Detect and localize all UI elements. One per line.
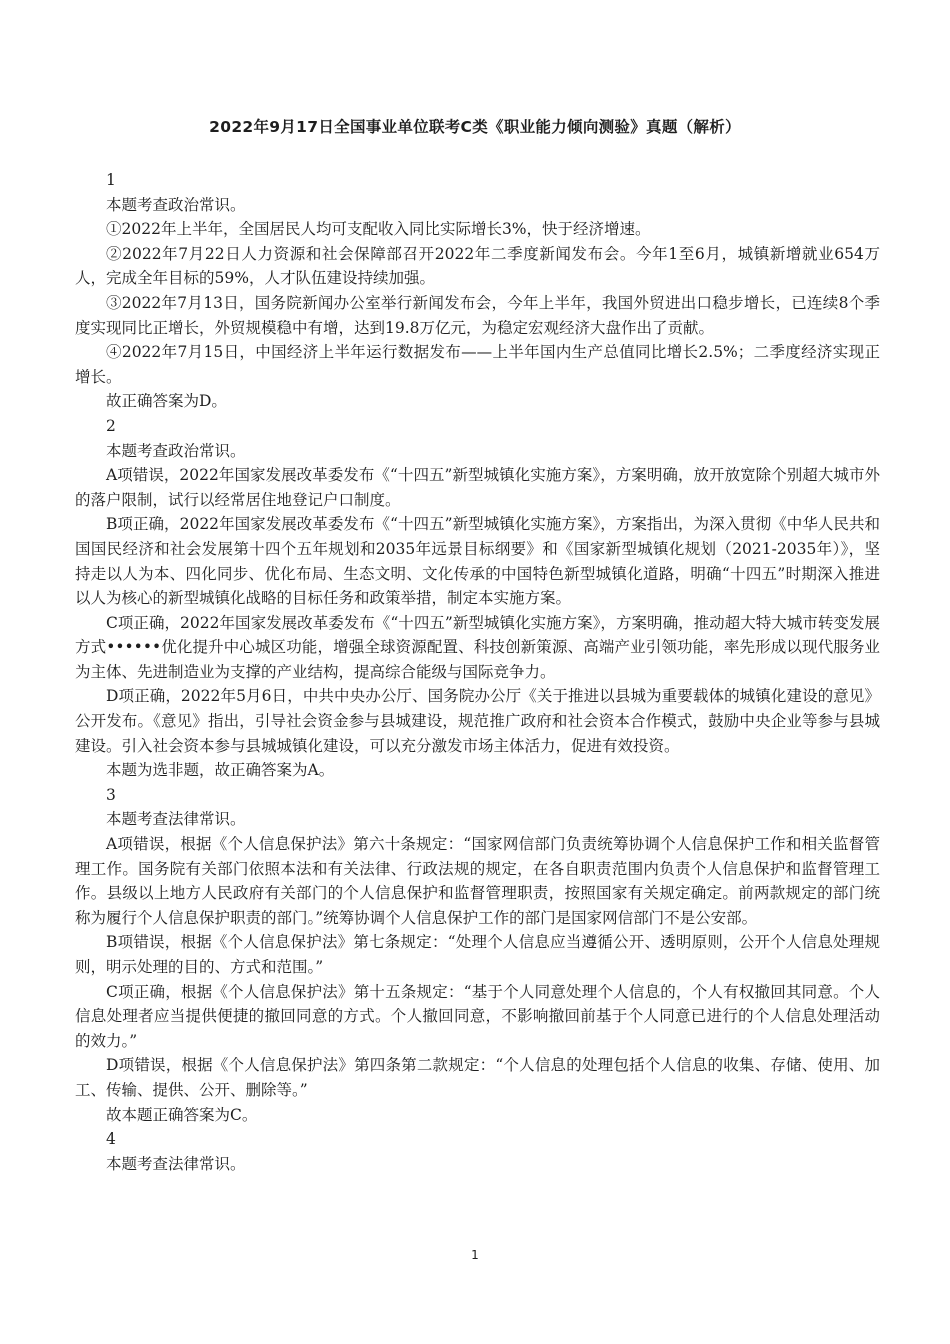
question-number: 1 <box>106 171 116 189</box>
paragraph: ①2022年上半年，全国居民人均可支配收入同比实际增长3%，快于经济增速。 <box>106 220 651 239</box>
paragraph: A项错误，2022年国家发展改革委发布《“十四五”新型城镇化实施方案》，方案明确，放开放宽除个别超大城市外的落户限制，试行以经常居住地登记户口制度。 <box>75 466 880 509</box>
question-number: 4 <box>106 1130 116 1149</box>
paragraph: 本题考查法律常识。 <box>106 1154 246 1173</box>
document-title: 2022年9月17日全国事业单位联考C类《职业能力倾向测验》真题（解析） <box>209 118 741 136</box>
paragraph: C项正确，2022年国家发展改革委发布《“十四五”新型城镇化实施方案》，方案明确，推动超大特大城市转变发展方式••••••优化提升中心城区功能，增强全球资源配置、科技创新策源、高端产业引领功能，率先形成以现代服务业为主体、先进制造业为支撑的产业结构，提高综合能级与国际竞争力。 <box>75 613 880 681</box>
answer-line: 故正确答案为D。 <box>106 392 227 411</box>
answer-line: 故本题正确答案为C。 <box>106 1105 258 1124</box>
question-number: 3 <box>106 785 116 804</box>
paragraph: A项错误，根据《个人信息保护法》第六十条规定：“国家网信部门负责统筹协调个人信息保护工作和相关监督管理工作。国务院有关部门依照本法和有关法律、行政法规的规定，在各自职责范围内负责个人信息保护和监督管理工作。县级以上地方人民政府有关部门的个人信息保护和监督管理职责，按照国家有关规定确定。前两款规定的部门统称为履行个人信息保护职责的部门。”统筹协调个人信息保护工作的部门是国家网信部门不是公安部。 <box>75 835 880 927</box>
paragraph: ②2022年7月22日人力资源和社会保障部召开2022年二季度新闻发布会。今年1至6月，城镇新增就业654万人，完成全年目标的59%，人才队伍建设持续加强。 <box>75 244 880 288</box>
paragraph: B项错误，根据《个人信息保护法》第七条规定：“处理个人信息应当遵循公开、透明原则，公开个人信息处理规则，明示处理的目的、方式和范围。” <box>75 933 880 976</box>
page-number: 1 <box>471 1248 479 1262</box>
paragraph: 本题考查政治常识。 <box>106 441 246 460</box>
paragraph: ④2022年7月15日，中国经济上半年运行数据发布——上半年国内生产总值同比增长2.5%；二季度经济实现正增长。 <box>75 343 880 386</box>
paragraph: C项正确，根据《个人信息保护法》第十五条规定：“基于个人同意处理个人信息的，个人有权撤回其同意。个人信息处理者应当提供便捷的撤回同意的方式。个人撤回同意，不影响撤回前基于个人同意已进行的个人信息处理活动的效力。” <box>75 982 880 1050</box>
paragraph: 本题考查法律常识。 <box>106 810 246 829</box>
answer-line: 本题为选非题，故正确答案为A。 <box>106 761 335 780</box>
paragraph: D项正确，2022年5月6日，中共中央办公厅、国务院办公厅《关于推进以县城为重要载体的城镇化建设的意见》公开发布。《意见》指出，引导社会资金参与县城建设，规范推广政府和社会资本合作模式，鼓励中央企业等参与县城建设。引入社会资本参与县城城镇化建设，可以充分激发市场主体活力，促进有效投资。 <box>75 687 880 755</box>
paragraph: D项错误，根据《个人信息保护法》第四条第二款规定：“个人信息的处理包括个人信息的收集、存储、使用、加工、传输、提供、公开、删除等。” <box>75 1056 880 1099</box>
document-body <box>75 168 880 1176</box>
paragraph: ③2022年7月13日，国务院新闻办公室举行新闻发布会，今年上半年，我国外贸进出口稳步增长，已连续8个季度实现同比正增长，外贸规模稳中有增，达到19.8万亿元，为稳定宏观经济大盘作出了贡献。 <box>75 293 880 337</box>
paragraph: B项正确，2022年国家发展改革委发布《“十四五”新型城镇化实施方案》，方案指出，为深入贯彻《中华人民共和国国民经济和社会发展第十四个五年规划和2035年远景目标纲要》和《国家新型城镇化规划（2021-2035年）》，坚持走以人为本、四化同步、优化布局、生态文明、文化传承的中国特色新型城镇化道路，明确“十四五”时期深入推进以人为核心的新型城镇化战略的目标任务和政策举措，制定本实施方案。 <box>75 515 880 608</box>
paragraph: 本题考查政治常识。 <box>106 195 246 214</box>
question-number: 2 <box>106 416 116 435</box>
